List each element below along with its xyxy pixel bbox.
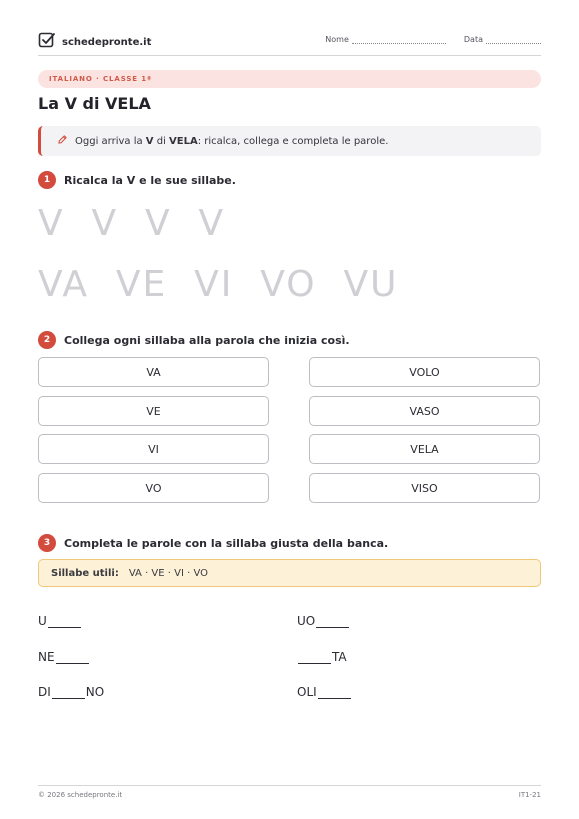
trace-row-letters[interactable]: V V V V: [38, 203, 226, 244]
completion-word: [297, 612, 350, 628]
callout-text: [75, 136, 388, 147]
callout-part: : ricalca, collega e completa le parole.: [197, 135, 389, 147]
callout-bold: V: [145, 135, 154, 147]
word-box[interactable]: VISO: [309, 473, 540, 503]
pencil-icon: [57, 134, 75, 148]
answer-blank[interactable]: [298, 652, 331, 664]
bank-items: VA · VE · VI · VO: [128, 567, 208, 579]
word-part: TA: [332, 650, 347, 664]
syllable-box[interactable]: VI: [38, 434, 269, 464]
word-part: NO: [85, 685, 105, 699]
page-title: La V di VELA: [38, 94, 151, 113]
word-box[interactable]: VELA: [309, 434, 540, 464]
name-label: Nome: [325, 35, 349, 44]
word-part: UO: [297, 614, 316, 628]
step-text: Completa le parole con la sillaba giusta della banca.: [64, 536, 389, 550]
word-box[interactable]: VOLO: [309, 357, 540, 387]
callout-bold: VELA: [169, 135, 198, 147]
page-footer: [38, 785, 541, 799]
answer-blank[interactable]: [48, 616, 81, 628]
footer-copyright: © 2026 schedepronte.it: [38, 791, 123, 799]
answer-blank[interactable]: [318, 687, 351, 699]
date-line[interactable]: [486, 36, 541, 44]
word-box[interactable]: VASO: [309, 396, 540, 426]
word-part: U: [38, 614, 47, 628]
completion-word: [297, 648, 347, 664]
completion-word: [38, 612, 82, 628]
date-label: Data: [463, 35, 483, 44]
trace-row-syllables[interactable]: VA VE VI VO VU: [38, 264, 399, 305]
callout-part: Oggi arriva la: [75, 135, 146, 147]
syllable-box[interactable]: VA: [38, 357, 269, 387]
footer-code: IT1-21: [518, 791, 541, 799]
step-text: Ricalca la V e le sue sillabe.: [64, 173, 236, 187]
answer-blank[interactable]: [52, 687, 85, 699]
step-2-heading: [38, 331, 350, 349]
syllable-box[interactable]: VE: [38, 396, 269, 426]
callout-part: di: [153, 135, 170, 147]
page-header: [38, 30, 541, 56]
date-field[interactable]: [464, 35, 541, 44]
word-part: NE: [38, 650, 55, 664]
checkbox-pencil-icon: [38, 31, 56, 53]
step-1-heading: [38, 171, 236, 189]
completion-word: [38, 683, 104, 699]
subject-pill: ITALIANO · CLASSE 1ª: [38, 70, 541, 88]
word-part: DI: [38, 685, 51, 699]
answer-blank[interactable]: [56, 652, 89, 664]
completion-word: [38, 648, 90, 664]
step-number: 2: [38, 331, 56, 349]
brand: [38, 31, 151, 53]
completion-word: [297, 683, 352, 699]
bank-label: Sillabe utili:: [51, 567, 119, 579]
step-text: Collega ogni sillaba alla parola che inizia così.: [64, 333, 350, 347]
step-number: 3: [38, 534, 56, 552]
brand-name: schedepronte.it: [62, 36, 152, 48]
name-line[interactable]: [352, 36, 446, 44]
syllable-box[interactable]: VO: [38, 473, 269, 503]
name-field[interactable]: [325, 35, 446, 44]
step-3-heading: [38, 534, 388, 552]
syllable-bank: [38, 559, 541, 587]
word-part: OLI: [297, 685, 317, 699]
intro-callout: [38, 126, 541, 156]
student-fields: [325, 35, 541, 44]
step-number: 1: [38, 171, 56, 189]
answer-blank[interactable]: [316, 616, 349, 628]
